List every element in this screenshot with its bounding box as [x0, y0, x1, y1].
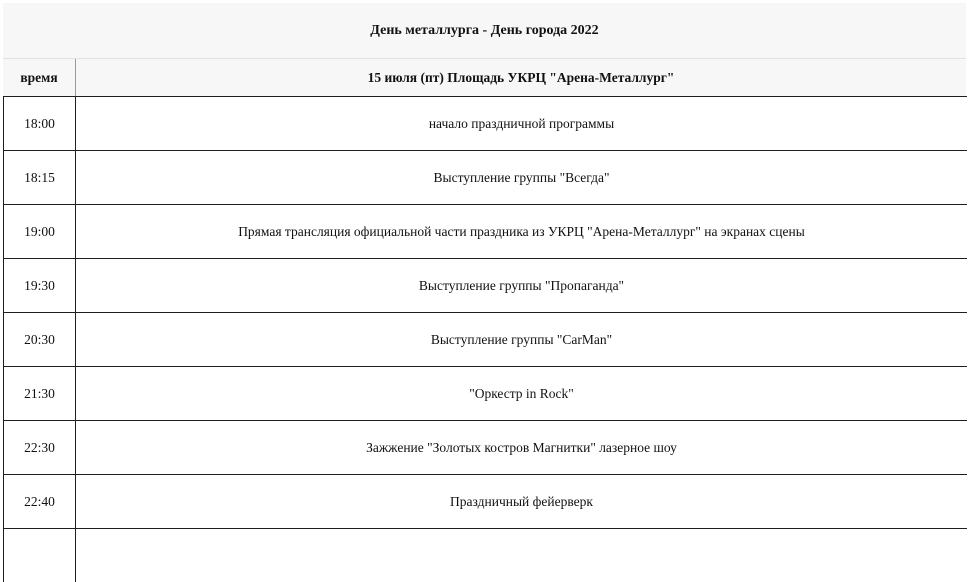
table-row	[4, 367, 967, 421]
event-column-header: 15 июля (пт) Площадь УКРЦ "Арена-Металлург"	[367, 69, 675, 85]
table-row	[4, 151, 967, 205]
event-cell: Выступление группы "Пропаганда"	[418, 277, 625, 293]
time-cell: 19:30	[4, 259, 76, 312]
event-cell: начало праздничной программы	[428, 115, 615, 131]
table-row	[4, 421, 967, 475]
page-title: День металлурга - День города 2022	[3, 3, 966, 59]
time-cell: 22:30	[4, 421, 76, 474]
event-cell	[76, 529, 967, 582]
time-cell: 22:40	[4, 475, 76, 528]
event-cell: Прямая трансляция официальной части праздника из УКРЦ "Арена-Металлург" на экранах сцены	[238, 223, 805, 239]
time-cell	[4, 529, 76, 582]
schedule-table	[3, 96, 967, 582]
event-cell: Выступление группы "Всегда"	[433, 169, 610, 185]
table-row	[4, 205, 967, 259]
table-header	[3, 59, 966, 96]
table-row	[4, 259, 967, 313]
time-cell: 18:00	[4, 97, 76, 150]
event-cell: Праздничный фейерверк	[450, 493, 593, 509]
event-cell: Зажжение "Золотых костров Магнитки" лазерное шоу	[366, 439, 677, 455]
event-cell: "Оркестр in Rock"	[469, 385, 574, 401]
time-column-header: время	[3, 59, 76, 96]
time-cell: 21:30	[4, 367, 76, 420]
table-row	[4, 529, 967, 582]
time-cell: 18:15	[4, 151, 76, 204]
event-cell: Выступление группы "CarMan"	[430, 331, 613, 347]
time-cell: 19:00	[4, 205, 76, 258]
table-row	[4, 475, 967, 529]
table-row	[4, 313, 967, 367]
table-row	[4, 97, 967, 151]
time-cell: 20:30	[4, 313, 76, 366]
